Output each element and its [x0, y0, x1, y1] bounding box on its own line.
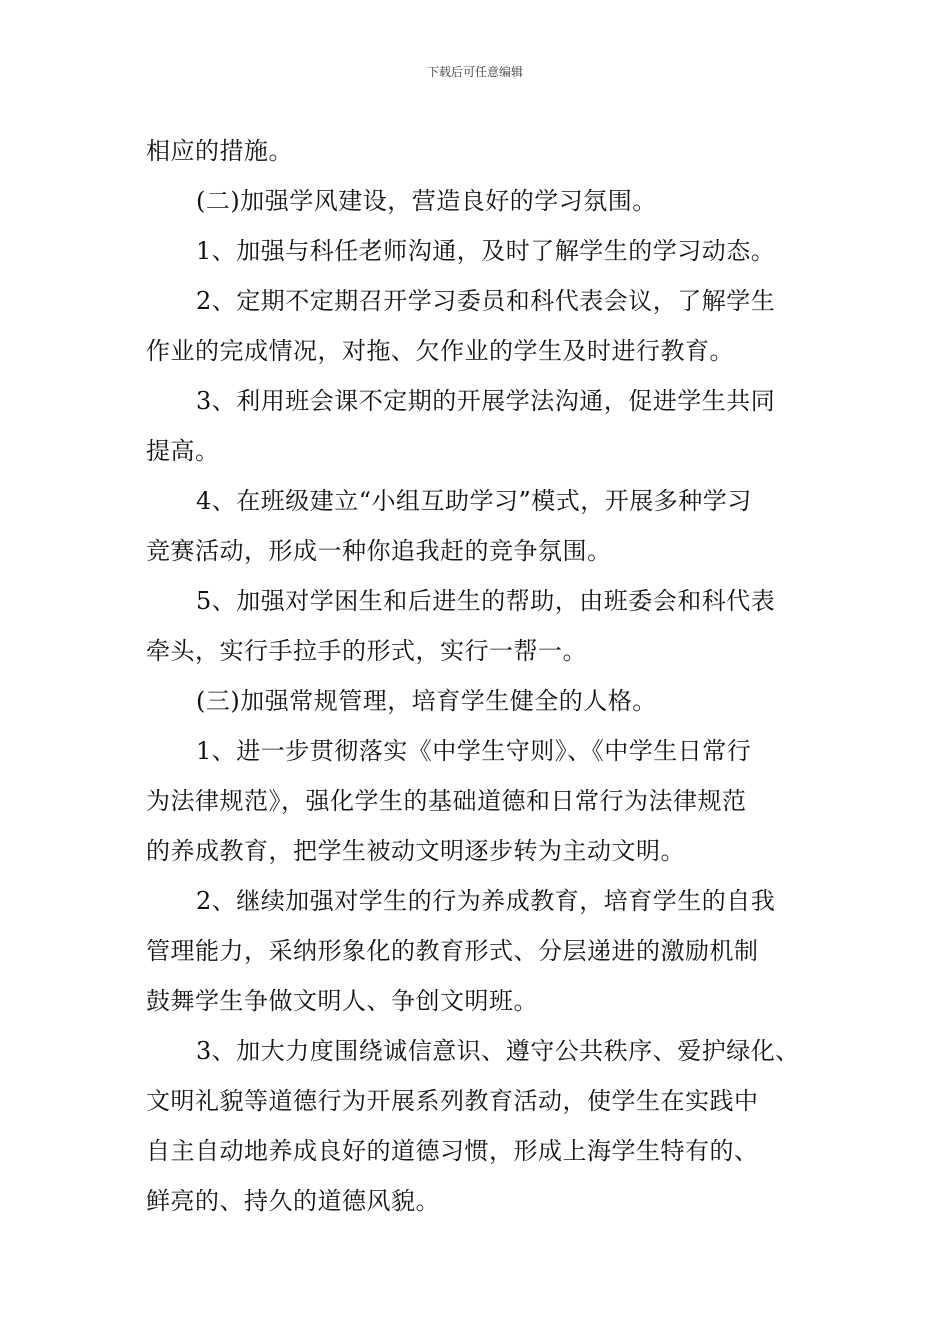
text-line: 相应的措施。	[146, 137, 293, 165]
document-body	[146, 126, 808, 1226]
text-line: 文明礼貌等道德行为开展系列教育活动，使学生在实践中	[146, 1087, 759, 1115]
page-header: 下载后可任意编辑	[426, 65, 523, 79]
text-line: (二)加强学风建设，营造良好的学习氛围。	[196, 187, 657, 215]
text-line: 鲜亮的、持久的道德风貌。	[146, 1187, 440, 1215]
text-line: 自主自动地养成良好的道德习惯，形成上海学生特有的、	[146, 1137, 759, 1165]
text-line: 牵头，实行手拉手的形式，实行一帮一。	[146, 637, 587, 665]
text-line: 2、定期不定期召开学习委员和科代表会议，了解学生	[196, 287, 776, 315]
text-line: 5、加强对学困生和后进生的帮助，由班委会和科代表	[196, 587, 776, 615]
text-line: 1、进一步贯彻落实《中学生守则》、《中学生日常行	[196, 737, 752, 765]
text-line: 管理能力，采纳形象化的教育形式、分层递进的激励机制	[146, 937, 759, 965]
text-line: 2、继续加强对学生的行为养成教育，培育学生的自我	[196, 887, 776, 915]
text-line: 1、加强与科任老师沟通，及时了解学生的学习动态。	[196, 237, 776, 265]
text-line: 为法律规范》，强化学生的基础道德和日常行为法律规范	[146, 787, 747, 815]
text-line: 竞赛活动，形成一种你追我赶的竞争氛围。	[146, 537, 612, 565]
text-line: (三)加强常规管理，培育学生健全的人格。	[196, 687, 657, 715]
text-line: 的养成教育，把学生被动文明逐步转为主动文明。	[146, 837, 685, 865]
text-line: 提高。	[146, 437, 220, 465]
text-line: 3、利用班会课不定期的开展学法沟通，促进学生共同	[196, 387, 776, 415]
text-line: 4、在班级建立“小组互助学习”模式，开展多种学习	[196, 487, 752, 515]
text-line: 3、加大力度围绕诚信意识、遵守公共秩序、爱护绿化、	[196, 1037, 800, 1065]
text-line: 鼓舞学生争做文明人、争创文明班。	[146, 987, 538, 1015]
text-line: 作业的完成情况，对拖、欠作业的学生及时进行教育。	[146, 337, 734, 365]
